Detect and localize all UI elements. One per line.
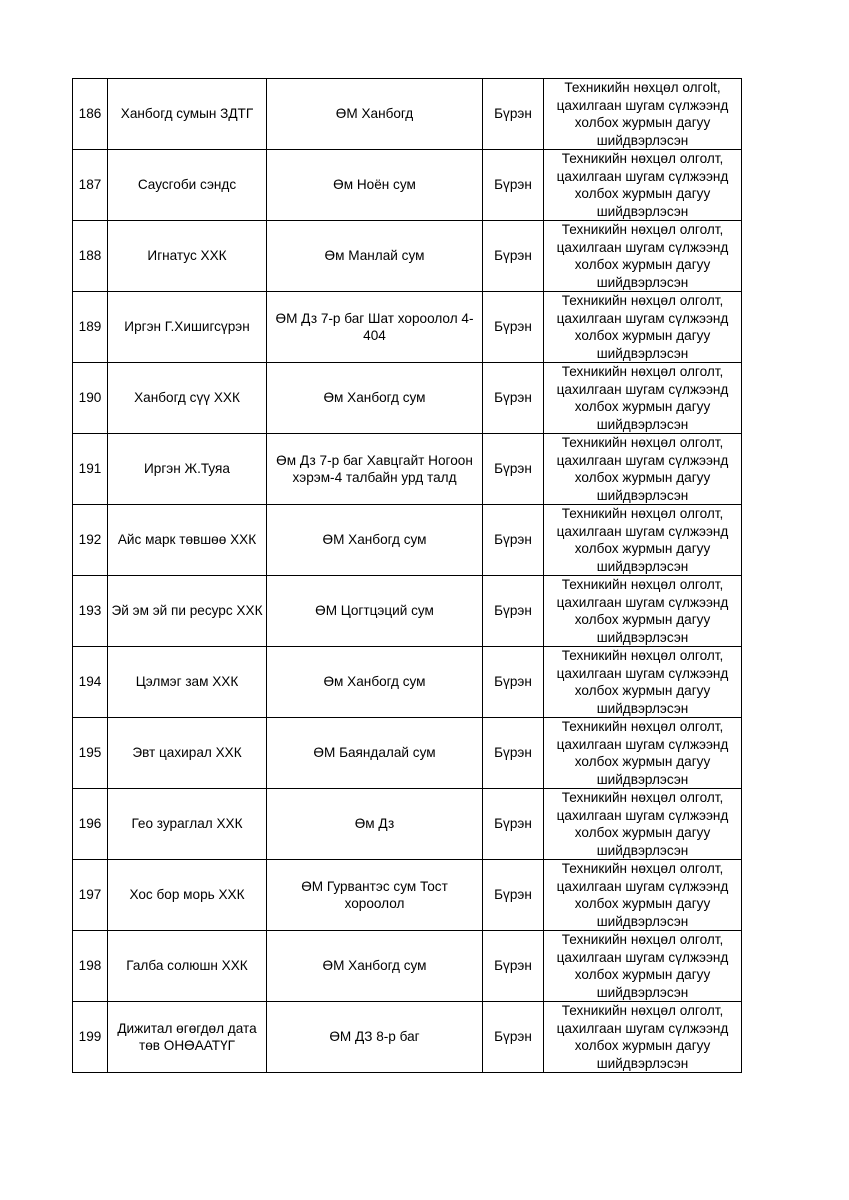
row-number-cell: 198 [73, 931, 108, 1002]
resolution-note-cell: Техникийн нөхцөл олголт, цахилгаан шугам сүлжээнд холбох журмын дагуу шийдвэрлэсэн [544, 434, 742, 505]
address-cell: ӨМ Ханбогд сум [267, 931, 483, 1002]
status-cell: Бүрэн [483, 363, 544, 434]
applicant-name-cell: Хос бор морь ХХК [108, 860, 267, 931]
address-cell: Өм Ханбогд сум [267, 647, 483, 718]
resolution-note-cell: Техникийн нөхцөл олголт, цахилгаан шугам сүлжээнд холбох журмын дагуу шийдвэрлэсэн [544, 860, 742, 931]
applicant-name-cell: Ханбогд сүү ХХК [108, 363, 267, 434]
address-cell: Өм Ноён сум [267, 150, 483, 221]
applicant-name-cell: Эй эм эй пи ресурс ХХК [108, 576, 267, 647]
address-cell: Өм Ханбогд сум [267, 363, 483, 434]
resolution-note-cell: Техникийн нөхцөл олголт, цахилгаан шугам сүлжээнд холбох журмын дагуу шийдвэрлэсэн [544, 576, 742, 647]
table-row [73, 79, 742, 150]
address-cell: ӨМ Дз 7-р баг Шат хороолол 4-404 [267, 292, 483, 363]
records-table [72, 78, 742, 1073]
table-row [73, 718, 742, 789]
applicant-name-cell: Ханбогд сумын ЗДТГ [108, 79, 267, 150]
table-row [73, 1002, 742, 1073]
row-number-cell: 189 [73, 292, 108, 363]
status-cell: Бүрэн [483, 292, 544, 363]
status-cell: Бүрэн [483, 718, 544, 789]
applicant-name-cell: Гео зураглал ХХК [108, 789, 267, 860]
status-cell: Бүрэн [483, 221, 544, 292]
resolution-note-cell: Техникийн нөхцөл олголт, цахилгаан шугам сүлжээнд холбох журмын дагуу шийдвэрлэсэн [544, 292, 742, 363]
resolution-note-cell: Техникийн нөхцөл олголт, цахилгаан шугам сүлжээнд холбох журмын дагуу шийдвэрлэсэн [544, 221, 742, 292]
address-cell: ӨМ Гурвантэс сум Тост хороолол [267, 860, 483, 931]
address-cell: ӨМ ДЗ 8-р баг [267, 1002, 483, 1073]
table-row [73, 505, 742, 576]
resolution-note-cell: Техникийн нөхцөл олголт, цахилгаан шугам сүлжээнд холбох журмын дагуу шийдвэрлэсэн [544, 363, 742, 434]
status-cell: Бүрэн [483, 576, 544, 647]
status-cell: Бүрэн [483, 79, 544, 150]
status-cell: Бүрэн [483, 434, 544, 505]
applicant-name-cell: Эвт цахирал ХХК [108, 718, 267, 789]
resolution-note-cell: Техникийн нөхцөл олгolt, цахилгаан шугам сүлжээнд холбох журмын дагуу шийдвэрлэсэн [544, 79, 742, 150]
table-row [73, 860, 742, 931]
row-number-cell: 190 [73, 363, 108, 434]
table-row [73, 434, 742, 505]
table-row [73, 292, 742, 363]
status-cell: Бүрэн [483, 150, 544, 221]
applicant-name-cell: Игнатус ХХК [108, 221, 267, 292]
address-cell: Өм Дз 7-р баг Хавцгайт Ногоон хэрэм-4 талбайн урд талд [267, 434, 483, 505]
row-number-cell: 186 [73, 79, 108, 150]
table-row [73, 647, 742, 718]
address-cell: Өм Манлай сум [267, 221, 483, 292]
address-cell: ӨМ Ханбогд [267, 79, 483, 150]
applicant-name-cell: Дижитал өгөгдөл дата төв ОНӨААТҮГ [108, 1002, 267, 1073]
resolution-note-cell: Техникийн нөхцөл олголт, цахилгаан шугам сүлжээнд холбох журмын дагуу шийдвэрлэсэн [544, 1002, 742, 1073]
resolution-note-cell: Техникийн нөхцөл олголт, цахилгаан шугам сүлжээнд холбох журмын дагуу шийдвэрлэсэн [544, 150, 742, 221]
status-cell: Бүрэн [483, 789, 544, 860]
status-cell: Бүрэн [483, 505, 544, 576]
applicant-name-cell: Айс марк төвшөө ХХК [108, 505, 267, 576]
address-cell: ӨМ Цогтцэций сум [267, 576, 483, 647]
row-number-cell: 191 [73, 434, 108, 505]
row-number-cell: 196 [73, 789, 108, 860]
resolution-note-cell: Техникийн нөхцөл олголт, цахилгаан шугам сүлжээнд холбох журмын дагуу шийдвэрлэсэн [544, 505, 742, 576]
status-cell: Бүрэн [483, 1002, 544, 1073]
resolution-note-cell: Техникийн нөхцөл олголт, цахилгаан шугам сүлжээнд холбох журмын дагуу шийдвэрлэсэн [544, 647, 742, 718]
applicant-name-cell: Саусгоби сэндс [108, 150, 267, 221]
status-cell: Бүрэн [483, 647, 544, 718]
row-number-cell: 197 [73, 860, 108, 931]
status-cell: Бүрэн [483, 931, 544, 1002]
table-row [73, 363, 742, 434]
status-cell: Бүрэн [483, 860, 544, 931]
row-number-cell: 187 [73, 150, 108, 221]
address-cell: Өм Дз [267, 789, 483, 860]
resolution-note-cell: Техникийн нөхцөл олголт, цахилгаан шугам сүлжээнд холбох журмын дагуу шийдвэрлэсэн [544, 931, 742, 1002]
address-cell: ӨМ Баяндалай сум [267, 718, 483, 789]
applicant-name-cell: Галба солюшн ХХК [108, 931, 267, 1002]
row-number-cell: 199 [73, 1002, 108, 1073]
resolution-note-cell: Техникийн нөхцөл олголт, цахилгаан шугам сүлжээнд холбох журмын дагуу шийдвэрлэсэн [544, 789, 742, 860]
row-number-cell: 195 [73, 718, 108, 789]
table-row [73, 576, 742, 647]
applicant-name-cell: Иргэн Ж.Туяа [108, 434, 267, 505]
row-number-cell: 188 [73, 221, 108, 292]
table-row [73, 931, 742, 1002]
row-number-cell: 194 [73, 647, 108, 718]
address-cell: ӨМ Ханбогд сум [267, 505, 483, 576]
resolution-note-cell: Техникийн нөхцөл олголт, цахилгаан шугам сүлжээнд холбох журмын дагуу шийдвэрлэсэн [544, 718, 742, 789]
row-number-cell: 192 [73, 505, 108, 576]
applicant-name-cell: Цэлмэг зам ХХК [108, 647, 267, 718]
applicant-name-cell: Иргэн Г.Хишигсүрэн [108, 292, 267, 363]
row-number-cell: 193 [73, 576, 108, 647]
table-row [73, 221, 742, 292]
table-row [73, 150, 742, 221]
table-row [73, 789, 742, 860]
